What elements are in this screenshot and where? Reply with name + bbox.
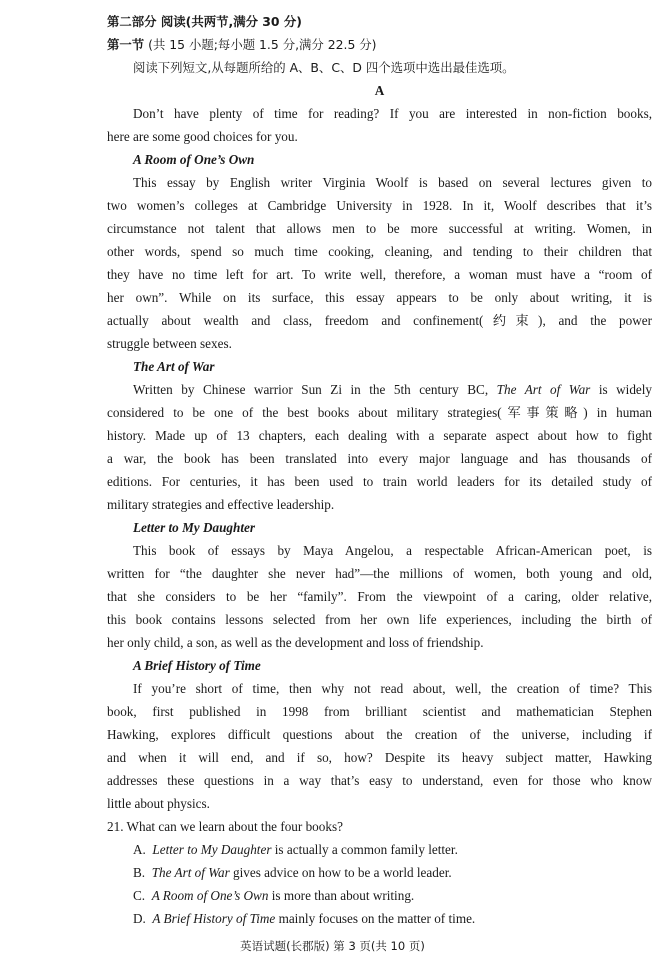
paragraph-line: Hawking, explores difficult questions about the creation of the universe, including if (107, 727, 652, 742)
paragraph-line: military strategies and effective leadership. (107, 497, 335, 512)
paragraph-line: editions. For centuries, it has been used to train world leaders for its detailed study of (107, 474, 652, 489)
paragraph-line: and when it will end, and if so, how? Despite its heavy subject matter, Hawking (107, 750, 652, 765)
passage-label: A (374, 83, 385, 98)
paragraph-line: they have no time left for art. To write well, therefore, a woman must have a “room of (107, 267, 652, 282)
paragraph-line: that she considers to be her “family”. From the viewpoint of a caring, older relative, (107, 589, 652, 604)
option-a[interactable]: A. Letter to My Daughter is actually a common family letter. (133, 842, 458, 857)
page-footer: 英语试题(长郡版) 第 3 页(共 10 页) (240, 939, 425, 953)
option-b[interactable]: B. The Art of War gives advice on how to be a world leader. (133, 865, 452, 880)
paragraph-line: This essay by English writer Virginia Woolf is based on several lectures given to (133, 175, 652, 190)
book-title: Letter to My Daughter (133, 520, 255, 535)
paragraph-line: struggle between sexes. (107, 336, 232, 351)
paragraph-line: two women’s colleges at Cambridge University in 1928. In it, Woolf describes that it’s (107, 198, 652, 213)
paragraph-line: This book of essays by Maya Angelou, a respectable African-American poet, is (133, 543, 652, 558)
paragraph-line: history. Made up of 13 chapters, each dealing with a separate aspect about how to fight (107, 428, 652, 443)
section-title: 第一节 (共 15 小题;每小题 1.5 分,满分 22.5 分) (107, 37, 377, 52)
paragraph-line: other words, spend so much time cooking, cleaning, and tending to their children that (107, 244, 652, 259)
paragraph-line: her own”. While on its surface, this essay appears to be only about writing, it is (107, 290, 652, 305)
paragraph-line: book, first published in 1998 from brilliant scientist and mathematician Stephen (107, 704, 652, 719)
paragraph-line: considered to be one of the best books about military strategies(军事策略) in human (107, 405, 652, 420)
question-stem: 21. What can we learn about the four books? (107, 819, 343, 834)
inline-book-title: The Art of War (496, 382, 591, 397)
intro-line: Don’t have plenty of time for reading? If you are interested in non-fiction books, (133, 106, 652, 121)
instruction: 阅读下列短文,从每题所给的 A、B、C、D 四个选项中选出最佳选项。 (133, 60, 515, 75)
paragraph-line: her only child, a son, as well as the development and loss of friendship. (107, 635, 484, 650)
intro-line: here are some good choices for you. (107, 129, 298, 144)
paragraph-line: this book contains lessons selected from her own life experiences, including the birth of (107, 612, 652, 627)
paragraph-line: written for “the daughter she never had”—the millions of women, both young and old, (107, 566, 652, 581)
option-c[interactable]: C. A Room of One’s Own is more than about writing. (133, 888, 415, 903)
paragraph-line: Written by Chinese warrior Sun Zi in the 5th century BC, The Art of War is widely (133, 382, 652, 397)
paragraph-line: If you’re short of time, then why not read about, well, the creation of time? This (133, 681, 652, 696)
option-d[interactable]: D. A Brief History of Time mainly focuses on the matter of time. (133, 911, 476, 926)
paragraph-line: circumstance not talent that allows men to be more successful at writing. Women, in (107, 221, 652, 236)
part-title: 第二部分 阅读(共两节,满分 30 分) (107, 14, 302, 29)
paragraph-line: actually about wealth and class, freedom and confinement(约束), and the power (107, 313, 652, 328)
book-title: The Art of War (133, 359, 215, 374)
paragraph-line: addresses these questions in a way that’s easy to understand, even for those who know (107, 773, 652, 788)
book-title: A Brief History of Time (133, 658, 261, 673)
paragraph-line: little about physics. (107, 796, 210, 811)
paragraph-line: a war, the book has been translated into every major language and has thousands of (107, 451, 652, 466)
book-title: A Room of One’s Own (133, 152, 255, 167)
